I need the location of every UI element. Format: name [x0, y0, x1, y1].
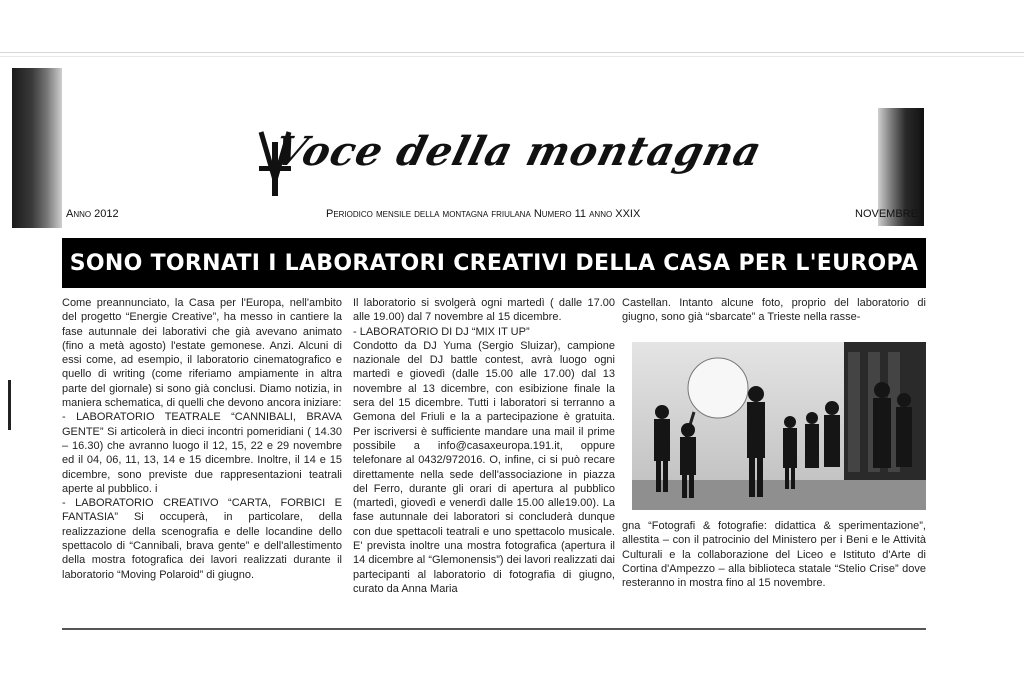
page-bottom-rule — [62, 628, 926, 630]
scan-edge-mark — [8, 380, 11, 430]
article-paragraph: Il laboratorio si svolgerà ogni martedì ( dalle 17.00 alle 19.00) dal 7 novembre al 15 dicembre. — [353, 297, 615, 324]
scan-noise-top — [0, 52, 1024, 53]
article-paragraph: Condotto da DJ Yuma (Sergio Sluizar), campione nazionale del DJ battle contest, avrà luogo ogni martedì e giovedì (dalle 15.00 alle 17.00) dal 13 novembre al 13 dicembre, con esibizione finale la sera del 15 dicembre. Tutti i laboratori si terranno a Gemona del Friuli e la a partecipazione è gratuita. Per iscriversi è sufficiente mandare una mail il prime possibile a info@casaxeuropa.191.it, oppure telefonare al 0432/972016. O, infine, ci si può recare direttamente nella sede dell'associazione in piazza del Ferro, durante gli orari di apertura al pubblico (martedì, giovedì e venerdì dalle 15.00 alle19.00). La fase autunnale dei laboratori si concluderà dunque con due spettacoli teatrali e uno spettacolo musicale. E' prevista inoltre una mostra fotografica (apertura il 14 dicembre al “Glemonensis”) dei lavori realizzati dai partecipanti al laboratorio di fotografia di giugno, curato da Anna Maria — [353, 339, 615, 595]
masthead-title: Voce della montagna — [269, 128, 767, 175]
headline-banner — [62, 238, 926, 288]
masthead — [255, 120, 767, 210]
masthead-photo-left — [12, 68, 62, 228]
article-paragraph: Castellan. Intanto alcune foto, proprio del laboratorio di giugno, sono già “sbarcate” a Trieste nella rasse- — [622, 297, 926, 324]
article-column-2 — [353, 296, 615, 596]
issue-subtitle: Periodico mensile della montagna friulana Numero 11 anno XXIX — [326, 208, 641, 220]
photo-workshop-silhouettes — [632, 342, 926, 510]
issue-month: NOVEMBRE — [855, 208, 918, 220]
article-paragraph: Come preannunciato, la Casa per l'Europa, nell'ambito del progetto “Energie Creative”, ha messo in cantiere la fase autunnale dei laborativi che già avevano animato (fino a metà agosto) l'estate gemonese. Anzi. Alcuni di essi come, ad esempio, il laboratorio cinematografico e quello di writing (come riferiamo ampiamente in altra parte del giornale) si sono già conclusi. Diamo notizia, in maniera schematica, di quelli che devono ancora iniziare: — [62, 297, 342, 410]
article-column-3 — [622, 296, 926, 325]
article-column-3-continued — [622, 519, 926, 590]
article-paragraph: gna “Fotografi & fotografie: didattica & sperimentazione”, allestita – con il patrocinio del Ministero per i Beni e le Attività Culturali e la collaborazione del Liceo e Istituto d'Arte di Cortina d'Ampezzo – alla biblioteca statale “Stelio Crise” dove resteranno in mostra fino al 15 novembre. — [622, 520, 926, 590]
article-column-1 — [62, 296, 342, 582]
article-paragraph: - LABORATORIO DI DJ “MIX IT UP” — [353, 325, 530, 338]
issue-year: Anno 2012 — [66, 208, 119, 220]
headline-text: SONO TORNATI I LABORATORI CREATIVI DELLA CASA PER L'EUROPA — [69, 250, 919, 276]
article-paragraph: - LABORATORIO CREATIVO “CARTA, FORBICI E FANTASIA” Si occuperà, in particolare, della realizzazione della scenografia e delle locandine dello spettacolo di “Cannibali, brava gente” e dell'allestimento della mostra fotografica dei lavori realizzati durante il laboratorio “Moving Polaroid” di giugno. — [62, 497, 342, 581]
article-photo — [632, 342, 926, 510]
article-paragraph: - LABORATORIO TEATRALE “CANNIBALI, BRAVA GENTE” Si articolerà in dieci incontri pomeridiani ( 14.30 – 16.30) che avranno luogo il 12, 15, 22 e 29 novembre ed il 04, 06, 11, 13, 14 e 15 dicembre. Inoltre, il 14 e 15 dicembre, sono previste due rappresentazioni teatrali aperte al pubblico. i — [62, 411, 342, 495]
scan-noise-top-2 — [0, 56, 1024, 57]
